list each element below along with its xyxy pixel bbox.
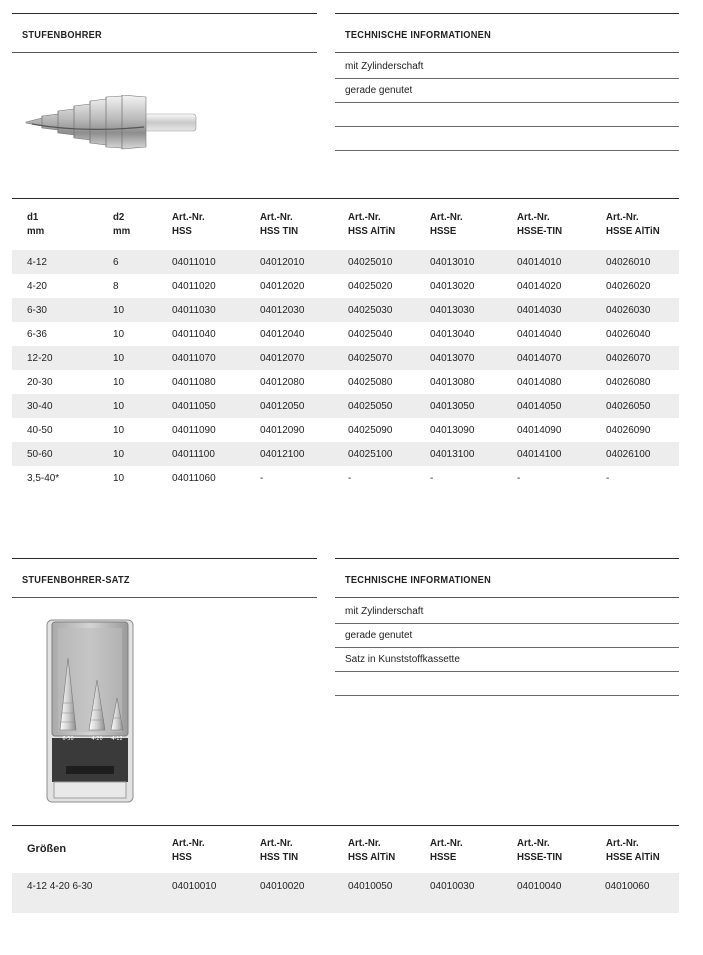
table1-cell-d2: 10 (113, 424, 125, 436)
table1-header-hss: Art.-Nr. HSS (172, 211, 205, 237)
table1-cell-d1: 3,5-40* (27, 472, 60, 484)
step-drill-bit-icon (22, 95, 202, 150)
table1-cell-d2: 10 (113, 352, 125, 364)
table1-cell-hsse-tin: 04014040 (517, 328, 562, 340)
table1-cell-hsse-tin: 04014100 (517, 448, 562, 460)
table1-cell-hsse: 04013010 (430, 256, 475, 268)
table1-row (12, 346, 679, 370)
table1-cell-hss: 04011020 (172, 280, 216, 292)
section1-title: STUFENBOHRER (22, 30, 102, 41)
table1-cell-hsse-tin: 04014020 (517, 280, 562, 292)
section1-header-right (335, 13, 679, 53)
table1-cell-d1: 12-20 (27, 352, 53, 364)
table1-cell-hsse-altin: 04026020 (606, 280, 651, 292)
table1-cell-hss-tin: 04012090 (260, 424, 305, 436)
table2-header-hss-altin: Art.-Nr. HSS AlTiN (348, 837, 396, 863)
table1-cell-hsse: 04013020 (430, 280, 475, 292)
table1-cell-hsse-tin: - (517, 472, 521, 484)
table1-cell-hss: 04011090 (172, 424, 216, 436)
table1-cell-hss-altin: 04025070 (348, 352, 393, 364)
table1-cell-hss-tin: 04012050 (260, 400, 305, 412)
table1-cell-hsse-altin: - (606, 472, 610, 484)
table1-cell-d2: 10 (113, 448, 125, 460)
table1-row (12, 250, 679, 274)
section2-tech-info-row: gerade genutet (335, 624, 679, 648)
section1-tech-info-row: mit Zylinderschaft (335, 55, 679, 79)
table2-cell-hsse-altin: 04010060 (605, 880, 650, 892)
table1-cell-hsse-tin: 04014010 (517, 256, 562, 268)
section1-tech-title: TECHNISCHE INFORMATIONEN (345, 30, 491, 41)
table2-header-hss: Art.-Nr. HSS (172, 837, 205, 863)
section2-tech-info-row: Satz in Kunststoffkassette (335, 648, 679, 672)
table1-cell-hss-tin: 04012030 (260, 304, 305, 316)
table1-cell-hss-altin: 04025010 (348, 256, 393, 268)
table1-cell-hsse: 04013050 (430, 400, 475, 412)
table1-cell-d1: 6-30 (27, 304, 47, 316)
table1-top-rule (12, 198, 679, 199)
case-label-4-20: 4-20 (91, 736, 103, 742)
section1-tech-info-row: gerade genutet (335, 79, 679, 103)
case-label-4-12: 4-12 (111, 736, 123, 742)
table2-cell-hsse: 04010030 (430, 880, 475, 892)
table2-header-hss-tin: Art.-Nr. HSS TIN (260, 837, 299, 863)
table1-cell-hss: 04011080 (172, 376, 216, 388)
table1-cell-hss-tin: 04012010 (260, 256, 305, 268)
table1-cell-d1: 4-12 (27, 256, 47, 268)
table1-cell-hsse-tin: 04014070 (517, 352, 562, 364)
table1-cell-hsse: 04013090 (430, 424, 475, 436)
table2-header-hsse: Art.-Nr. HSSE (430, 837, 463, 863)
section2-tech-title: TECHNISCHE INFORMATIONEN (345, 575, 491, 586)
table1-cell-d1: 30-40 (27, 400, 53, 412)
table1-row (12, 442, 679, 466)
table1-cell-hss-tin: 04012040 (260, 328, 305, 340)
table1-header-hsse: Art.-Nr. HSSE (430, 211, 463, 237)
table1-cell-hss-altin: - (348, 472, 352, 484)
table1-cell-hsse: 04013100 (430, 448, 475, 460)
table1-cell-hss: 04011010 (172, 256, 216, 268)
table1-header-d2: d2 mm (113, 211, 131, 237)
table1-cell-hss-altin: 04025050 (348, 400, 393, 412)
table2-cell-hss: 04010010 (172, 880, 217, 892)
table2-cell-hss-altin: 04010050 (348, 880, 393, 892)
table2-header-hsse-altin: Art.-Nr. HSSE AlTiN (606, 837, 660, 863)
table1-row (12, 466, 679, 490)
table1-cell-hss: 04011030 (172, 304, 216, 316)
table1-cell-hss-tin: 04012020 (260, 280, 305, 292)
table1-header-hsse-altin: Art.-Nr. HSSE AlTiN (606, 211, 660, 237)
table1-cell-d1: 4-20 (27, 280, 47, 292)
table1-cell-hsse-altin: 04026010 (606, 256, 651, 268)
table1-cell-hss: 04011040 (172, 328, 216, 340)
table1-row (12, 370, 679, 394)
section2-tech-info-row (335, 672, 679, 696)
table1-cell-hss-altin: 04025080 (348, 376, 393, 388)
table1-cell-d2: 10 (113, 376, 125, 388)
table1-cell-hss: 04011060 (172, 472, 216, 484)
table1-cell-hss: 04011050 (172, 400, 216, 412)
table1-cell-hss-tin: 04012070 (260, 352, 305, 364)
section1-header-left (12, 13, 317, 53)
table1-row (12, 394, 679, 418)
table1-cell-d1: 50-60 (27, 448, 53, 460)
section2-header-left (12, 558, 317, 598)
table1-cell-hsse-tin: 04014080 (517, 376, 562, 388)
section2-title: STUFENBOHRER-SATZ (22, 575, 130, 586)
table1-cell-hsse-altin: 04026030 (606, 304, 651, 316)
table1-row (12, 298, 679, 322)
table2-cell-hss-tin: 04010020 (260, 880, 305, 892)
table1-cell-hss-tin: 04012080 (260, 376, 305, 388)
table1-cell-hsse-altin: 04026080 (606, 376, 651, 388)
table1-header-hsse-tin: Art.-Nr. HSSE-TIN (517, 211, 563, 237)
table1-cell-d2: 10 (113, 304, 125, 316)
table1-cell-hss-altin: 04025100 (348, 448, 393, 460)
table1-header-hss-tin: Art.-Nr. HSS TIN (260, 211, 299, 237)
table2-cell-hsse-tin: 04010040 (517, 880, 562, 892)
table1-row (12, 274, 679, 298)
table1-cell-hss-altin: 04025030 (348, 304, 393, 316)
table1-cell-hsse-altin: 04026100 (606, 448, 651, 460)
table1-cell-hsse: 04013040 (430, 328, 475, 340)
table1-cell-hss-altin: 04025040 (348, 328, 393, 340)
table1-cell-hsse-tin: 04014090 (517, 424, 562, 436)
table1-row (12, 322, 679, 346)
table1-cell-hsse: 04013070 (430, 352, 475, 364)
table1-cell-d2: 6 (113, 256, 119, 268)
table1-cell-hsse-altin: 04026040 (606, 328, 651, 340)
table1-cell-hss-altin: 04025090 (348, 424, 393, 436)
table1-cell-hss: 04011100 (172, 448, 215, 460)
table1-cell-hsse-tin: 04014030 (517, 304, 562, 316)
table2-cell-sizes: 4-12 4-20 6-30 (27, 880, 93, 892)
case-label-6-30: 6-30 (62, 736, 74, 742)
table2-header-hsse-tin: Art.-Nr. HSSE-TIN (517, 837, 563, 863)
table1-cell-d2: 10 (113, 400, 125, 412)
table1-header-d1: d1 mm (27, 211, 45, 237)
table1-header-hss-altin: Art.-Nr. HSS AlTiN (348, 211, 396, 237)
table1-cell-hss: 04011070 (172, 352, 216, 364)
section1-tech-info-row (335, 103, 679, 127)
table1-cell-d2: 10 (113, 328, 125, 340)
table1-row (12, 418, 679, 442)
table1-cell-hss-tin: - (260, 472, 264, 484)
table1-cell-hss-tin: 04012100 (260, 448, 305, 460)
table1-cell-hsse-tin: 04014050 (517, 400, 562, 412)
table2-header-sizes: Größen (27, 843, 67, 855)
table1-cell-d1: 6-36 (27, 328, 47, 340)
table1-cell-hsse-altin: 04026090 (606, 424, 651, 436)
table1-cell-d1: 40-50 (27, 424, 53, 436)
table1-cell-hsse-altin: 04026050 (606, 400, 651, 412)
section1-tech-info-row (335, 127, 679, 151)
table1-cell-d2: 8 (113, 280, 119, 292)
table1-cell-hsse: 04013080 (430, 376, 475, 388)
table1-cell-d2: 10 (113, 472, 125, 484)
section2-tech-info-row: mit Zylinderschaft (335, 600, 679, 624)
table1-cell-d1: 20-30 (27, 376, 53, 388)
table1-cell-hsse: 04013030 (430, 304, 475, 316)
table1-cell-hsse-altin: 04026070 (606, 352, 651, 364)
section2-header-right (335, 558, 679, 598)
table2-row (12, 873, 679, 913)
step-drill-set-case-icon (46, 618, 136, 804)
table1-cell-hsse: - (430, 472, 434, 484)
table2-top-rule (12, 825, 679, 826)
table1-cell-hss-altin: 04025020 (348, 280, 393, 292)
